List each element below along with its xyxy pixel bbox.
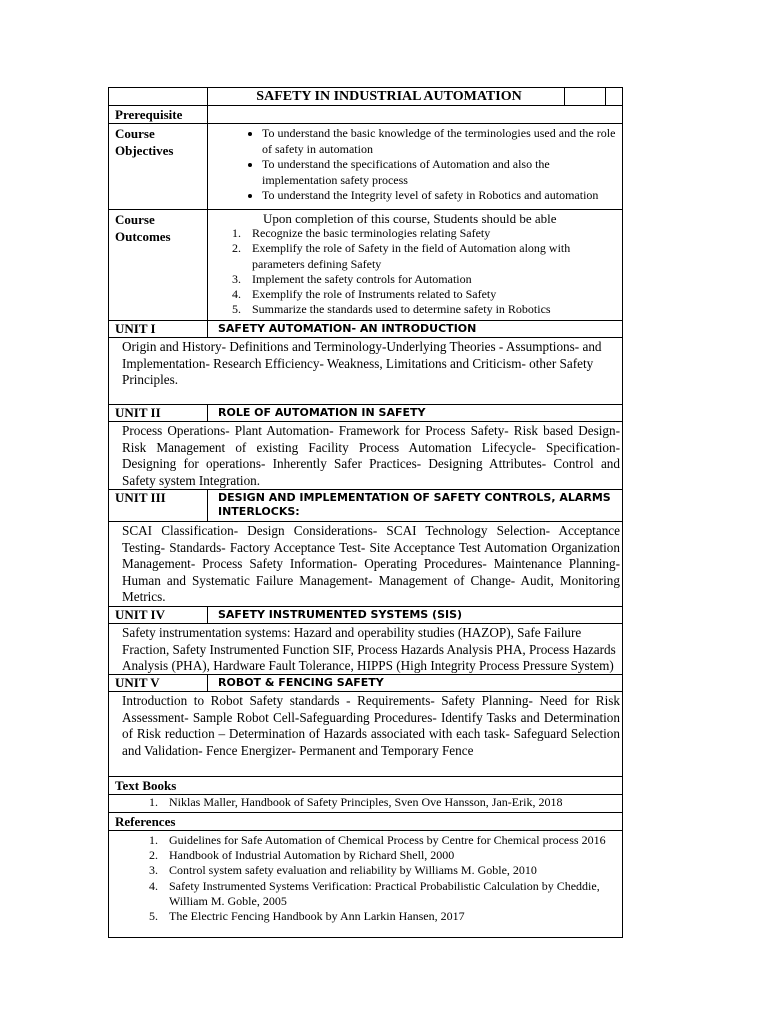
title-row bbox=[109, 88, 622, 105]
unit-2-label: UNIT II bbox=[109, 405, 208, 421]
unit-5-title: ROBOT & FENCING SAFETY bbox=[218, 676, 384, 689]
list-item: • To understand the Integrity level of safety in Robotics and automation bbox=[262, 188, 622, 204]
outcomes-list bbox=[208, 226, 622, 318]
unit-1-header bbox=[109, 320, 622, 337]
outcomes-intro: Upon completion of this course, Students should be able bbox=[263, 211, 557, 226]
outcomes-cell bbox=[208, 210, 622, 320]
title-left-cell bbox=[109, 88, 208, 105]
unit-1-body: Origin and History- Definitions and Terminology-Underlying Theories - Assumptions- and Implementation- Research Efficiency- Weakness, Limitations and Criticism- other Safety Principles. bbox=[122, 339, 602, 387]
unit-3-body-row bbox=[109, 521, 622, 606]
prerequisite-value bbox=[208, 106, 622, 123]
unit-4-label: UNIT IV bbox=[109, 607, 208, 623]
unit-2-body-row bbox=[109, 421, 622, 489]
list-item: • To understand the basic knowledge of the terminologies used and the role of safety in automation bbox=[262, 126, 622, 157]
references-label: References bbox=[115, 814, 176, 829]
list-item: • To understand the specifications of Automation and also the implementation safety process bbox=[262, 157, 622, 188]
unit-3-body: SCAI Classification- Design Considerations- SCAI Technology Selection- Acceptance Testing- Standards- Factory Acceptance Test- Site Acceptance Test Automation Organization Management- Process Safety Information- Operating Procedures- Maintenance Planning- Human and Systematic Failure Management- Management of Change- Audit, Monitoring Metrics. bbox=[122, 523, 620, 604]
unit-1-title: SAFETY AUTOMATION- AN INTRODUCTION bbox=[218, 322, 477, 335]
list-item: 2. Handbook of Industrial Automation by Richard Shell, 2000 bbox=[161, 848, 622, 863]
title-box-2 bbox=[605, 88, 622, 105]
objectives-cell bbox=[208, 124, 622, 209]
unit-4-body: Safety instrumentation systems: Hazard and operability studies (HAZOP), Safe Failure Fraction, Safety Instrumented Function SIF, Process Hazards Analysis PHA, Process Hazards Analysis (PHA), Hardware Fault Tolerance, HIPPS (High Integrity Process Pressure System) bbox=[122, 625, 616, 673]
outcomes-row bbox=[109, 209, 622, 320]
list-item: 4. Safety Instrumented Systems Verification: Practical Probabilistic Calculation by Cheddie, William M. Goble, 2005 bbox=[161, 879, 622, 909]
list-item: 3. Control system safety evaluation and reliability by Williams M. Goble, 2010 bbox=[161, 863, 622, 878]
unit-1-body-row bbox=[109, 337, 622, 404]
references-header-row bbox=[109, 812, 622, 830]
unit-5-label: UNIT V bbox=[109, 675, 208, 691]
prerequisite-label: Prerequisite bbox=[109, 106, 208, 123]
textbooks-label: Text Books bbox=[115, 778, 177, 793]
textbooks-header-row bbox=[109, 776, 622, 794]
objectives-row bbox=[109, 123, 622, 209]
textbooks-list bbox=[109, 795, 562, 812]
unit-5-header bbox=[109, 674, 622, 691]
unit-3-title: DESIGN AND IMPLEMENTATION OF SAFETY CONTROLS, ALARMS INTERLOCKS: bbox=[218, 491, 611, 518]
references-list-row bbox=[109, 830, 622, 937]
unit-4-body-row bbox=[109, 623, 622, 674]
title-box-1 bbox=[564, 88, 605, 105]
list-item: 3. Implement the safety controls for Automation bbox=[244, 272, 622, 287]
unit-2-body: Process Operations- Plant Automation- Framework for Process Safety- Risk based Design- Risk Management of existing Facility Process Automation Lifecycle- Specification- Designing for operations- Inherently Safer Practices- Designing Attributes- Control and Safety system Integration. bbox=[122, 423, 620, 488]
unit-5-body: Introduction to Robot Safety standards - Requirements- Safety Planning- Need for Risk Assessment- Sample Robot Cell-Safeguarding Procedures- Identify Tasks and Determination of Risk reduction – Determination of Hazards associated with each task- Safeguard Selection and Validation- Fence Energizer- Permanent and Temporary Fence bbox=[122, 693, 620, 758]
references-list bbox=[109, 833, 622, 937]
list-item: 5. The Electric Fencing Handbook by Ann Larkin Hansen, 2017 bbox=[161, 909, 622, 924]
list-item: 5. Summarize the standards used to determine safety in Robotics bbox=[244, 302, 622, 317]
outcomes-label: Course Outcomes bbox=[109, 210, 208, 320]
unit-4-title: SAFETY INSTRUMENTED SYSTEMS (SIS) bbox=[218, 608, 463, 621]
unit-1-label: UNIT I bbox=[109, 321, 208, 337]
objectives-label: Course Objectives bbox=[109, 124, 208, 209]
objectives-list bbox=[208, 126, 622, 204]
unit-3-header bbox=[109, 489, 622, 521]
list-item: 1. Recognize the basic terminologies relating Safety bbox=[244, 226, 622, 241]
unit-2-title: ROLE OF AUTOMATION IN SAFETY bbox=[218, 406, 426, 419]
unit-4-header bbox=[109, 606, 622, 623]
syllabus-table bbox=[108, 87, 623, 938]
unit-5-body-row bbox=[109, 691, 622, 776]
unit-2-header bbox=[109, 404, 622, 421]
list-item: 1. Guidelines for Safe Automation of Chemical Process by Centre for Chemical process 2016 bbox=[161, 833, 622, 848]
list-item: 2. Exemplify the role of Safety in the field of Automation along with parameters defining Safety bbox=[244, 241, 622, 272]
course-title: SAFETY IN INDUSTRIAL AUTOMATION bbox=[256, 89, 522, 104]
list-item: 1. Niklas Maller, Handbook of Safety Principles, Sven Ove Hansson, Jan-Erik, 2018 bbox=[161, 795, 562, 810]
list-item: 4. Exemplify the role of Instruments related to Safety bbox=[244, 287, 622, 302]
textbooks-list-row bbox=[109, 794, 622, 812]
prerequisite-row bbox=[109, 105, 622, 123]
unit-3-label: UNIT III bbox=[109, 490, 208, 521]
